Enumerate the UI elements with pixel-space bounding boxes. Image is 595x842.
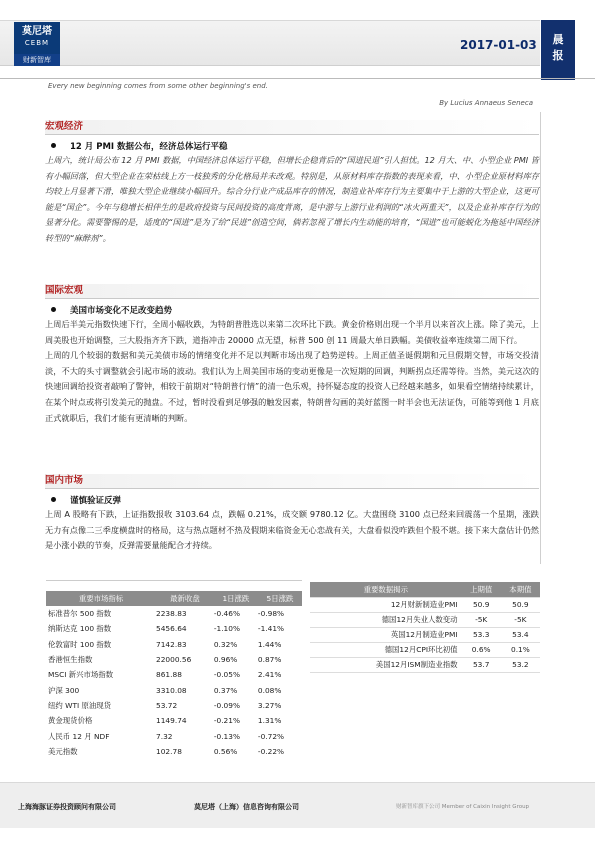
section-divider — [45, 488, 539, 489]
section-title: 国际宏观 — [45, 284, 539, 298]
table-cell: 德国12月CPI环比初值 — [384, 645, 458, 654]
table-cell: 0.1% — [511, 645, 530, 654]
bullet-dot-icon — [51, 143, 56, 148]
table-cell: 3.27% — [257, 700, 282, 710]
table-row — [46, 728, 302, 743]
table-cell: 黄金现货价格 — [48, 716, 93, 726]
table-cell: 0.37% — [213, 685, 238, 695]
bullet-text: 12 月 PMI 数据公布，经济总体运行平稳 — [70, 141, 228, 152]
table-cell: 1149.74 — [156, 716, 187, 726]
content-right-rule — [540, 112, 541, 564]
table-cell: -1.10% — [213, 624, 240, 634]
section-domestic — [45, 474, 539, 554]
table-cell: -5K — [514, 615, 527, 624]
table-cell: 0.87% — [257, 655, 282, 665]
table-cell: 2.41% — [257, 670, 282, 680]
table-cell: 5456.64 — [156, 624, 187, 634]
column-header: 上期值 — [462, 582, 501, 597]
table-cell: 12月财新制造业PMI — [390, 600, 458, 609]
table-cell: 53.72 — [156, 700, 178, 710]
table-cell: 0.08% — [257, 685, 282, 695]
column-header: 5日涨跌 — [258, 591, 302, 606]
table-cell: -0.05% — [213, 670, 240, 680]
paragraph: 上周六，统计局公布 12 月 PMI 数据，中国经济总体运行平稳，但增长企稳背后的“国进民退”引人担忧。12 月大、中、小型企业 PMI 皆有小幅回落，但大型企业在荣枯线上方一枝独秀的分化格局并未改观。特别是，从原材料库存指数的表现来看，中、小型企业原材料库存均较上月显著下滑，唯独大型企业继续小幅回升。综合分行业产成品库存的情况，制造业补库存行为主要集中于上游的大型企业，这更可能是“国企”。今年与稳增长相伴生的是政府投资与民间投资的高度背离，是中游与上游行业利润的“冰火两重天”，以及企业补库存行为的显著分化。需要警惕的是，适度的“国进”是为了给“民进”创造空间，倘若忽视了增长内生动能的培育，“国进”也可能蜕化为拖延中国经济转型的“麻醉剂”。 — [45, 155, 539, 243]
section-macro — [45, 120, 539, 247]
table-cell: MSCI 新兴市场指数 — [48, 670, 114, 680]
table-cell: 50.9 — [512, 600, 529, 609]
table-row — [310, 612, 540, 627]
table-cell: 7142.83 — [156, 639, 187, 649]
economic-data-table — [310, 582, 540, 673]
table-cell: 53.2 — [512, 660, 529, 669]
table-cell: 53.7 — [472, 660, 490, 669]
table-cell: 沪深 300 — [48, 685, 80, 695]
table-row — [46, 667, 302, 682]
table-cell: 香港恒生指数 — [48, 655, 93, 665]
section-divider — [45, 134, 539, 135]
bullet-dot-icon — [51, 497, 56, 502]
footer-group-note: 财新智库旗下公司 Member of Caixin Insight Group — [396, 804, 530, 810]
section-title: 宏观经济 — [45, 120, 539, 134]
table-row — [46, 606, 302, 621]
bullet-text: 谨慎验证反弹 — [70, 495, 122, 506]
section-divider — [45, 298, 539, 299]
table-cell: 53.4 — [512, 630, 529, 639]
bullet-dot-icon — [51, 307, 56, 312]
table-row — [46, 621, 302, 636]
table-cell: 英国12月制造业PMI — [390, 630, 458, 639]
market-table-top-rule — [46, 580, 302, 581]
table-cell: 0.56% — [213, 746, 238, 756]
paragraph: 上周 A 股略有下跌，上证指数报收 3103.64 点，跌幅 0.21%，成交额 9780.12 亿。大盘围绕 3100 点已经来回震荡一个星期，涨跌无力有点像二三季度横盘时的格局，这与热点题材不热及假期来临资金无心恋战有关，大盘看似没咋跌但个股不堪。接下来大盘估计仍然是小涨小跌的节奏，反弹需要量能配合才持续。 — [45, 509, 539, 551]
table-cell: -0.13% — [213, 731, 240, 741]
column-header: 重要市场指标 — [46, 591, 156, 606]
bullet-text: 美国市场变化不足改变趋势 — [70, 305, 173, 316]
table-row — [46, 637, 302, 652]
report-date: 2017-01-03 — [460, 38, 537, 52]
column-header: 1日涨跌 — [214, 591, 258, 606]
paragraph: 上周的几个较弱的数据和美元美债市场的情绪变化并不足以判断市场出现了趋势逆转。上周正值圣诞假期和元旦假期交替，市场交投清淡，不大的头寸调整就会引起市场的波动。我们认为上周美国市场的变动更像是一次短期的回调，判断拐点还需等待。当然，美元这次的快速回调给投资者敲响了警钟，相较于前期对“特朗普行情”的清一色乐观，持怀疑态度的投资人已经越来越多，如果看空情绪持续累计，在某个时点或将引发美元的抛盘。不过，暂时没看到足够强的触发因素，特朗普勾画的美好蓝图一时半会也无法证伪，可能等到他 1 月底正式就职后，我们才能有更清晰的判断。 — [45, 350, 539, 423]
logo-chinese: 莫尼塔 — [22, 26, 52, 37]
section-title: 国内市场 — [45, 474, 539, 488]
table-cell: -5K — [475, 615, 488, 624]
table-cell: 伦敦富时 100 指数 — [48, 639, 112, 649]
table-cell: 0.6% — [471, 645, 491, 654]
table-cell: 纳斯达克 100 指数 — [48, 624, 112, 634]
table-cell: -0.22% — [257, 746, 285, 756]
table-cell: 德国12月失业人数变动 — [381, 615, 458, 624]
header-band — [0, 20, 540, 66]
table-row — [46, 698, 302, 713]
table-cell: 50.9 — [472, 600, 490, 609]
section-bullet — [51, 302, 539, 317]
section-bullet — [51, 492, 539, 507]
table-cell: -0.46% — [213, 609, 240, 619]
table-cell: 美元指数 — [48, 746, 78, 756]
table-row — [46, 744, 302, 759]
header-divider — [0, 78, 595, 79]
table-row — [310, 597, 540, 612]
paragraph: 上周后半美元指数快速下行，全周小幅收跌，为特朗普胜选以来第二次环比下跌。黄金价格则出现一个半月以来首次上涨。除了美元，上周美股也开始调整，三大股指齐齐下跌，道指冲击 20000 点无望，标普 500 创 11 周最大单日跌幅。美债收益率连续第二周下行。 — [45, 319, 539, 345]
table-cell: 1.31% — [257, 716, 282, 726]
logo-english: CEBM — [24, 39, 50, 47]
footer-company-middle: 莫尼塔（上海）信息咨询有限公司 — [194, 803, 299, 811]
table-header-row — [310, 582, 540, 597]
table-row — [46, 682, 302, 697]
table-cell: 0.32% — [213, 639, 238, 649]
table-cell: 53.3 — [472, 630, 490, 639]
table-cell: 0.96% — [213, 655, 238, 665]
table-row — [310, 627, 540, 642]
table-cell: -0.98% — [257, 609, 285, 619]
footer-company-left: 上海海豚证券投资顾问有限公司 — [18, 803, 116, 811]
table-cell: -0.72% — [257, 731, 285, 741]
table-cell: 861.88 — [156, 670, 182, 680]
quote-author: By Lucius Annaeus Seneca — [439, 99, 533, 107]
table-cell: 标准普尔 500 指数 — [48, 609, 112, 619]
table-row — [310, 657, 540, 672]
table-cell: -0.21% — [213, 716, 240, 726]
motto-quote: Every new beginning comes from some other beginning's end. — [48, 82, 268, 90]
table-cell: -1.41% — [257, 624, 285, 634]
table-row — [46, 713, 302, 728]
report-header — [0, 0, 595, 78]
market-indicators-table — [46, 591, 302, 759]
table-cell: 纽约 WTI 原油现货 — [48, 700, 112, 710]
section-international — [45, 284, 539, 426]
report-type-tag: 晨 报 — [541, 20, 575, 80]
table-row — [46, 652, 302, 667]
table-cell: 人民币 12 月 NDF — [48, 731, 110, 741]
logo-subtitle: 财新智库 — [14, 54, 60, 66]
table-cell: 美国12月ISM制造业指数 — [375, 660, 458, 669]
table-cell: 1.44% — [257, 639, 282, 649]
table-cell: 2238.83 — [156, 609, 187, 619]
table-cell: 3310.08 — [156, 685, 187, 695]
table-cell: -0.09% — [213, 700, 240, 710]
column-header: 重要数据揭示 — [310, 582, 462, 597]
table-header-row — [46, 591, 302, 606]
table-cell: 102.78 — [156, 746, 182, 756]
report-footer — [0, 782, 595, 828]
table-row — [310, 642, 540, 657]
table-cell: 22000.56 — [156, 655, 192, 665]
column-header: 最新收盘 — [156, 591, 214, 606]
column-header: 本期值 — [501, 582, 540, 597]
table-cell: 7.32 — [156, 731, 173, 741]
section-bullet — [51, 138, 539, 153]
